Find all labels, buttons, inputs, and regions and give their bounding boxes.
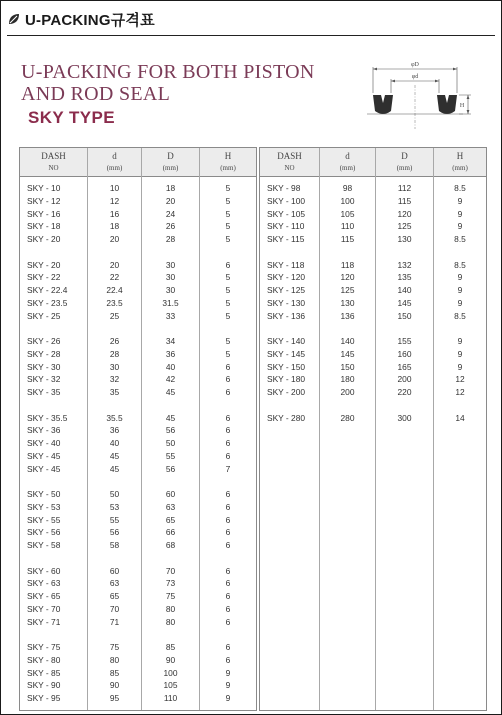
value-cell: 9: [457, 272, 463, 283]
dash-no-cell: SKY - 115: [267, 234, 305, 244]
value-cell: 31.5: [162, 297, 179, 308]
column-dash-no: [20, 148, 88, 710]
group-spacer: [434, 399, 486, 412]
dash-no-cell: SKY - 110: [267, 221, 305, 232]
value-cell: 6: [225, 654, 231, 665]
dash-no-cell: SKY - 22.4: [27, 285, 68, 295]
value-cell: 30: [165, 272, 176, 283]
value-cell: 6: [225, 527, 231, 538]
dash-no-cell: SKY - 16: [27, 208, 61, 219]
size-table-left: [19, 147, 257, 711]
column-outer-D: [376, 148, 434, 710]
group-spacer: [88, 399, 141, 412]
value-cell: 18: [109, 221, 120, 232]
value-cell: 7: [225, 463, 231, 474]
dash-no-cell: SKY - 105: [267, 208, 306, 219]
value-cell: 75: [109, 642, 120, 652]
value-cell: 60: [165, 489, 176, 499]
value-cell: 95: [109, 693, 120, 703]
value-cell: 155: [397, 336, 412, 346]
value-cell: 85: [109, 667, 120, 678]
value-cell: 115: [340, 234, 355, 244]
outer-diameter-label: φD: [411, 62, 419, 68]
dash-no-cell: SKY - 80: [27, 654, 61, 665]
group-spacer: [376, 246, 433, 259]
dash-no-cell: SKY - 20: [27, 234, 61, 244]
dash-no-cell: SKY - 145: [267, 348, 306, 359]
column-inner-d: [320, 148, 376, 710]
value-cell: 8.5: [454, 183, 466, 193]
dash-no-cell: SKY - 136: [267, 310, 306, 321]
value-cell: 50: [109, 489, 120, 499]
group-spacer: [200, 322, 256, 335]
value-cell: 9: [225, 693, 231, 703]
value-cell: 28: [109, 348, 120, 359]
group-spacer: [88, 246, 141, 259]
value-cell: 20: [109, 259, 120, 270]
group-spacer: [142, 475, 199, 488]
header-D-name: D: [401, 151, 408, 161]
value-cell: 36: [165, 348, 176, 359]
column-height-H: [434, 148, 486, 710]
header-dash-unit: NO: [284, 164, 295, 172]
value-cell: 35.5: [106, 412, 123, 423]
value-cell: 5: [225, 310, 231, 321]
group-spacer: [88, 322, 141, 335]
group-spacer: [200, 246, 256, 259]
value-cell: 33: [165, 310, 176, 321]
group-spacer: [434, 322, 486, 335]
value-cell: 5: [225, 272, 231, 283]
group-spacer: [20, 246, 87, 259]
dash-no-cell: SKY - 25: [27, 310, 61, 321]
value-cell: 112: [397, 183, 412, 193]
value-cell: 12: [455, 374, 465, 385]
dash-no-cell: SKY - 70: [27, 603, 61, 614]
group-spacer: [376, 399, 433, 412]
dash-no-cell: SKY - 28: [27, 348, 61, 359]
group-spacer: [320, 246, 375, 259]
dash-no-cell: SKY - 20: [27, 259, 61, 270]
value-cell: 8.5: [454, 259, 466, 270]
value-cell: 56: [165, 463, 176, 474]
value-cell: 5: [225, 297, 231, 308]
value-cell: 120: [340, 272, 355, 283]
value-cell: 50: [165, 438, 176, 448]
value-cell: 160: [397, 348, 412, 359]
value-cell: 105: [340, 208, 355, 219]
group-spacer: [88, 552, 141, 565]
value-cell: 32: [109, 374, 120, 385]
value-cell: 20: [165, 195, 176, 206]
dash-no-cell: SKY - 120: [267, 272, 306, 283]
value-cell: 45: [165, 387, 176, 397]
dash-no-cell: SKY - 65: [27, 591, 61, 601]
value-cell: 140: [340, 336, 355, 346]
value-cell: 70: [165, 565, 176, 576]
dash-no-cell: SKY - 140: [267, 336, 306, 346]
value-cell: 9: [457, 297, 463, 308]
dash-no-cell: SKY - 50: [27, 489, 61, 499]
value-cell: 90: [109, 680, 120, 691]
value-cell: 18: [165, 183, 176, 193]
column-header-D: [376, 148, 433, 177]
dash-no-cell: SKY - 56: [27, 527, 61, 538]
group-spacer: [142, 628, 199, 641]
value-cell: 6: [225, 578, 231, 589]
dash-no-cell: SKY - 280: [267, 412, 306, 423]
group-spacer: [200, 475, 256, 488]
column-inner-d: [88, 148, 142, 710]
value-cell: 85: [165, 642, 176, 652]
value-cell: 130: [397, 234, 412, 244]
value-cell: 105: [163, 680, 178, 691]
value-cell: 6: [225, 412, 231, 423]
value-cell: 73: [165, 578, 176, 589]
value-cell: 34: [165, 336, 176, 346]
group-spacer: [20, 322, 87, 335]
value-cell: 53: [109, 501, 120, 512]
value-cell: 9: [457, 361, 463, 372]
value-cell: 56: [165, 425, 176, 436]
dash-no-cell: SKY - 58: [27, 540, 61, 550]
value-cell: 6: [225, 387, 231, 397]
value-cell: 6: [225, 374, 231, 385]
height-label: H: [459, 103, 465, 109]
value-cell: 280: [340, 412, 355, 423]
size-table-right: [259, 147, 487, 711]
value-cell: 56: [109, 527, 120, 538]
value-cell: 12: [455, 387, 465, 397]
dash-no-cell: SKY - 95: [27, 693, 61, 703]
dash-no-cell: SKY - 200: [267, 387, 306, 397]
value-cell: 63: [109, 578, 120, 589]
value-cell: 25: [109, 310, 120, 321]
value-cell: 150: [397, 310, 412, 321]
dash-no-cell: SKY - 36: [27, 425, 61, 436]
group-spacer: [260, 399, 319, 412]
value-cell: 45: [109, 450, 120, 461]
dash-no-cell: SKY - 150: [267, 361, 306, 372]
group-spacer: [142, 552, 199, 565]
value-cell: 68: [165, 540, 176, 550]
value-cell: 90: [165, 654, 176, 665]
dash-no-cell: SKY - 63: [27, 578, 61, 589]
header-H-unit: (mm): [452, 164, 468, 172]
column-header-d: [320, 148, 375, 177]
value-cell: 55: [165, 450, 176, 461]
value-cell: 9: [457, 285, 463, 295]
value-cell: 200: [340, 387, 355, 397]
value-cell: 140: [397, 285, 412, 295]
value-cell: 5: [225, 234, 231, 244]
value-cell: 22.4: [106, 285, 123, 295]
value-cell: 26: [109, 336, 120, 346]
value-cell: 28: [165, 234, 176, 244]
value-cell: 6: [225, 259, 231, 270]
dash-no-cell: SKY - 32: [27, 374, 61, 385]
value-cell: 125: [397, 221, 412, 232]
value-cell: 120: [397, 208, 412, 219]
dash-no-cell: SKY - 35.5: [27, 412, 68, 423]
group-spacer: [20, 399, 87, 412]
value-cell: 6: [225, 361, 231, 372]
value-cell: 135: [397, 272, 412, 283]
value-cell: 42: [165, 374, 176, 385]
value-cell: 100: [163, 667, 178, 678]
value-cell: 5: [225, 348, 231, 359]
group-spacer: [20, 475, 87, 488]
value-cell: 6: [225, 616, 231, 627]
group-spacer: [200, 628, 256, 641]
page-header: [7, 7, 155, 31]
value-cell: 80: [165, 603, 176, 614]
dash-no-cell: SKY - 30: [27, 361, 61, 372]
document-title: [21, 61, 315, 105]
value-cell: 5: [225, 183, 231, 193]
value-cell: 100: [340, 195, 355, 206]
value-cell: 45: [109, 463, 120, 474]
value-cell: 6: [225, 591, 231, 601]
value-cell: 136: [340, 310, 355, 321]
value-cell: 200: [397, 374, 412, 385]
dash-no-cell: SKY - 10: [27, 183, 61, 193]
group-spacer: [434, 246, 486, 259]
value-cell: 30: [165, 259, 176, 270]
value-cell: 6: [225, 565, 231, 576]
dash-no-cell: SKY - 60: [27, 565, 61, 576]
value-cell: 80: [109, 654, 120, 665]
dash-no-cell: SKY - 100: [267, 195, 306, 206]
value-cell: 9: [457, 348, 463, 359]
header-H-name: H: [456, 151, 464, 161]
dash-no-cell: SKY - 118: [267, 259, 305, 270]
value-cell: 30: [165, 285, 176, 295]
value-cell: 40: [109, 438, 120, 448]
value-cell: 5: [225, 208, 231, 219]
value-cell: 125: [340, 285, 355, 295]
value-cell: 35: [109, 387, 120, 397]
value-cell: 9: [457, 195, 463, 206]
value-cell: 9: [225, 680, 231, 691]
header-dash-unit: NO: [48, 164, 59, 172]
value-cell: 5: [225, 221, 231, 232]
group-spacer: [142, 399, 199, 412]
column-header-H: [434, 148, 486, 177]
value-cell: 5: [225, 285, 231, 295]
value-cell: 98: [342, 183, 353, 193]
column-height-H: [200, 148, 256, 710]
value-cell: 71: [109, 616, 120, 627]
header-dash-name: DASH: [277, 151, 302, 161]
header-H-unit: (mm): [220, 164, 236, 172]
group-spacer: [88, 475, 141, 488]
value-cell: 24: [165, 208, 176, 219]
value-cell: 20: [109, 234, 120, 244]
header-D-unit: (mm): [396, 164, 413, 172]
header-D-name: D: [167, 151, 174, 161]
dash-no-cell: SKY - 45: [27, 450, 61, 461]
value-cell: 110: [163, 693, 178, 703]
title-line-1: U-PACKING FOR BOTH PISTON: [21, 61, 315, 83]
header-d-unit: (mm): [106, 164, 123, 172]
value-cell: 132: [397, 259, 412, 270]
value-cell: 6: [225, 540, 231, 550]
column-header-d: [88, 148, 141, 177]
group-spacer: [142, 322, 199, 335]
value-cell: 110: [340, 221, 355, 232]
value-cell: 8.5: [454, 234, 466, 244]
value-cell: 6: [225, 603, 231, 614]
group-spacer: [260, 246, 319, 259]
value-cell: 9: [457, 208, 463, 219]
type-subtitle: SKY TYPE: [28, 108, 115, 127]
value-cell: 10: [109, 183, 120, 193]
group-spacer: [88, 628, 141, 641]
header-title: U-PACKING규격표: [25, 11, 155, 29]
leaf-icon: [7, 12, 21, 26]
value-cell: 26: [165, 221, 176, 232]
value-cell: 63: [165, 501, 176, 512]
header-d-unit: (mm): [339, 164, 356, 172]
dash-no-cell: SKY - 75: [27, 642, 61, 652]
value-cell: 6: [225, 425, 231, 436]
dash-no-cell: SKY - 35: [27, 387, 61, 397]
value-cell: 5: [225, 195, 231, 206]
value-cell: 5: [225, 336, 231, 346]
value-cell: 9: [457, 336, 463, 346]
value-cell: 40: [165, 361, 176, 372]
value-cell: 45: [165, 412, 176, 423]
header-d-name: d: [112, 151, 117, 161]
dash-no-cell: SKY - 71: [27, 616, 61, 627]
dash-no-cell: SKY - 45: [27, 463, 61, 474]
dash-no-cell: SKY - 90: [27, 680, 61, 691]
seal-cross-section-diagram: [363, 59, 475, 131]
group-spacer: [20, 628, 87, 641]
header-d-name: d: [345, 151, 350, 161]
group-spacer: [142, 246, 199, 259]
column-header-dash: [260, 148, 319, 177]
column-outer-D: [142, 148, 200, 710]
value-cell: 145: [397, 297, 412, 308]
dash-no-cell: SKY - 40: [27, 438, 61, 448]
value-cell: 9: [457, 221, 463, 232]
dash-no-cell: SKY - 53: [27, 501, 61, 512]
group-spacer: [200, 399, 256, 412]
dash-no-cell: SKY - 22: [27, 272, 61, 283]
value-cell: 66: [165, 527, 176, 538]
group-spacer: [320, 322, 375, 335]
group-spacer: [376, 322, 433, 335]
dash-no-cell: SKY - 180: [267, 374, 306, 385]
value-cell: 9: [225, 667, 231, 678]
value-cell: 6: [225, 501, 231, 512]
value-cell: 180: [340, 374, 355, 385]
value-cell: 130: [340, 297, 355, 308]
value-cell: 220: [397, 387, 412, 397]
value-cell: 300: [397, 412, 412, 423]
value-cell: 58: [109, 540, 120, 550]
group-spacer: [260, 322, 319, 335]
title-line-2: AND ROD SEAL: [21, 83, 171, 105]
dash-no-cell: SKY - 23.5: [27, 297, 68, 308]
column-dash-no: [260, 148, 320, 710]
value-cell: 14: [455, 412, 465, 423]
group-spacer: [20, 552, 87, 565]
value-cell: 75: [165, 591, 176, 601]
value-cell: 30: [109, 361, 120, 372]
dash-no-cell: SKY - 98: [267, 183, 301, 193]
group-spacer: [320, 399, 375, 412]
value-cell: 65: [109, 591, 120, 601]
group-spacer: [200, 552, 256, 565]
value-cell: 145: [340, 348, 355, 359]
dash-no-cell: SKY - 125: [267, 285, 306, 295]
value-cell: 70: [109, 603, 120, 614]
value-cell: 80: [165, 616, 176, 627]
value-cell: 6: [225, 450, 231, 461]
value-cell: 6: [225, 438, 231, 448]
header-H-name: H: [224, 151, 232, 161]
dash-no-cell: SKY - 130: [267, 297, 306, 308]
value-cell: 60: [109, 565, 120, 576]
dash-no-cell: SKY - 85: [27, 667, 61, 678]
dash-no-cell: SKY - 26: [27, 336, 61, 346]
dash-no-cell: SKY - 12: [27, 195, 61, 206]
header-dash-name: DASH: [41, 151, 66, 161]
value-cell: 8.5: [454, 310, 466, 321]
value-cell: 65: [165, 514, 176, 525]
value-cell: 115: [397, 195, 412, 206]
value-cell: 6: [225, 489, 231, 499]
dash-no-cell: SKY - 55: [27, 514, 61, 525]
value-cell: 36: [109, 425, 120, 436]
value-cell: 6: [225, 642, 231, 652]
value-cell: 12: [109, 195, 120, 206]
dash-no-cell: SKY - 18: [27, 221, 61, 232]
value-cell: 55: [109, 514, 120, 525]
header-rule: [7, 35, 495, 36]
header-D-unit: (mm): [162, 164, 179, 172]
value-cell: 165: [397, 361, 412, 372]
value-cell: 6: [225, 514, 231, 525]
value-cell: 150: [340, 361, 355, 372]
value-cell: 16: [109, 208, 120, 219]
column-header-D: [142, 148, 199, 177]
column-header-dash: [20, 148, 87, 177]
value-cell: 23.5: [106, 297, 123, 308]
inner-diameter-label: φd: [411, 74, 419, 80]
value-cell: 22: [109, 272, 120, 283]
value-cell: 118: [340, 259, 355, 270]
column-header-H: [200, 148, 256, 177]
